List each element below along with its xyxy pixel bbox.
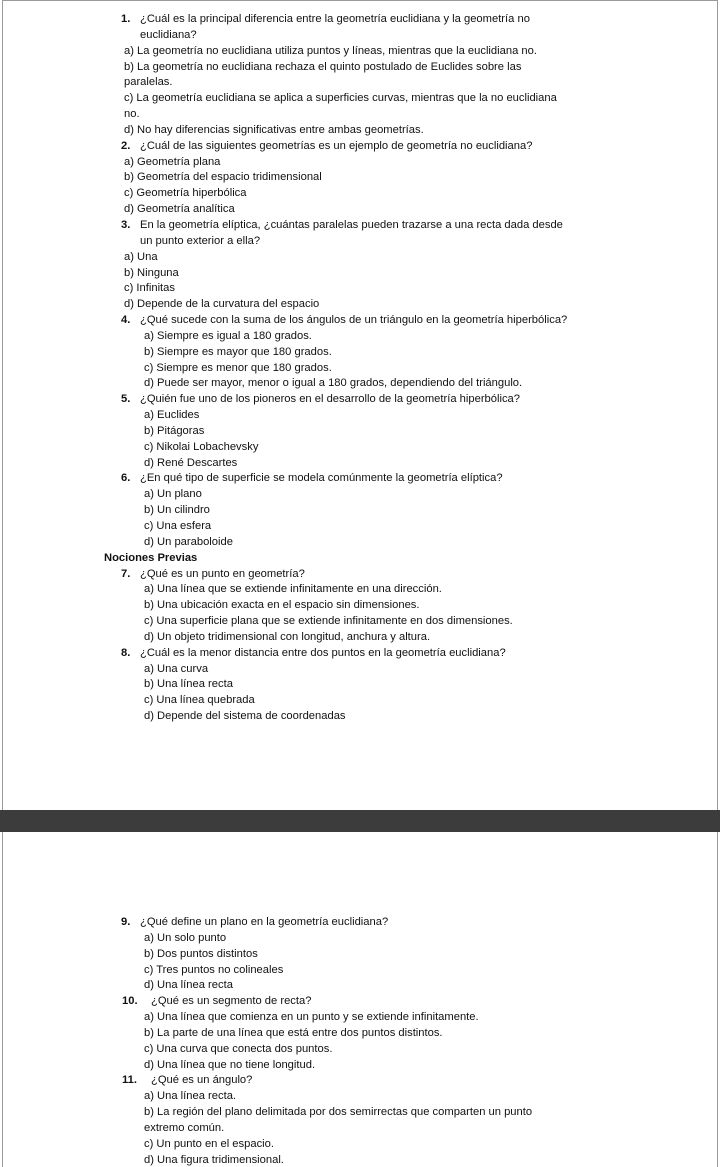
question-number: 5. <box>121 393 131 406</box>
question-number: 2. <box>121 139 131 152</box>
answer-option: a) Siempre es igual a 180 grados. <box>144 329 312 342</box>
answer-option: d) No hay diferencias significativas entre ambas geometrías. <box>124 123 424 136</box>
answer-option: c) La geometría euclidiana se aplica a superficies curvas, mientras que la no euclidiana <box>124 92 557 105</box>
answer-option: b) Ninguna <box>124 266 179 279</box>
question-number: 9. <box>121 916 131 928</box>
answer-option: c) Una superficie plana que se extiende infinitamente en dos dimensiones. <box>144 615 513 628</box>
answer-option: a) Euclides <box>144 409 200 422</box>
section-heading: Nociones Previas <box>104 551 198 564</box>
question-text: ¿Cuál es la principal diferencia entre la geometría euclidiana y la geometría no <box>140 13 530 25</box>
question-line <box>3 218 717 234</box>
answer-option: a) La geometría no euclidiana utiliza puntos y líneas, mientras que la euclidiana no. <box>124 44 537 57</box>
question-text: ¿Cuál es la menor distancia entre dos puntos en la geometría euclidiana? <box>140 646 506 659</box>
answer-option: c) Geometría hiperbólica <box>124 187 247 200</box>
answer-option: a) Una línea recta. <box>144 1090 237 1103</box>
question-number: 4. <box>121 314 131 327</box>
answer-option: no. <box>124 108 140 121</box>
answer-option: a) Una línea que comienza en un punto y se extiende infinitamente. <box>144 1011 479 1024</box>
question-number: 6. <box>121 472 131 485</box>
answer-option: d) Depende de la curvatura del espacio <box>124 298 320 311</box>
question-line <box>3 471 717 487</box>
question-line <box>3 12 717 28</box>
answer-option: b) Un cilindro <box>144 504 210 517</box>
question-line <box>3 567 717 583</box>
question-list-page-2 <box>3 915 717 1167</box>
question-text: ¿Qué es un ángulo? <box>151 1074 253 1087</box>
question-number: 8. <box>121 646 131 659</box>
question-text-continued: euclidiana? <box>140 28 197 41</box>
answer-option: a) Geometría plana <box>124 155 221 168</box>
question-number: 11. <box>122 1074 137 1087</box>
question-number: 10. <box>122 995 138 1008</box>
answer-option: b) Una línea recta <box>144 678 233 691</box>
question-text: ¿Qué es un segmento de recta? <box>151 995 312 1008</box>
answer-option: d) Una línea recta <box>144 979 233 992</box>
question-text: ¿Quién fue uno de los pioneros en el desarrollo de la geometría hiperbólica? <box>140 393 520 406</box>
question-line <box>3 1073 717 1089</box>
question-text: ¿En qué tipo de superficie se modela comúnmente la geometría elíptica? <box>140 472 503 485</box>
question-line <box>3 392 717 408</box>
question-text: ¿Qué sucede con la suma de los ángulos de un triángulo en la geometría hiperbólica? <box>140 314 568 327</box>
document-page-1 <box>2 0 718 810</box>
answer-option: b) Dos puntos distintos <box>144 947 258 960</box>
answer-option: c) Siempre es menor que 180 grados. <box>144 361 332 374</box>
question-text: ¿Cuál de las siguientes geometrías es un ejemplo de geometría no euclidiana? <box>140 139 533 152</box>
answer-option: c) Una línea quebrada <box>144 694 255 707</box>
answer-option: b) Pitágoras <box>144 424 205 437</box>
question-line <box>3 313 717 329</box>
question-text: ¿Qué define un plano en la geometría euclidiana? <box>140 916 389 928</box>
answer-option: b) Siempre es mayor que 180 grados. <box>144 345 332 358</box>
answer-option: d) Un paraboloide <box>144 535 233 548</box>
question-line <box>3 994 717 1010</box>
answer-option: c) Una esfera <box>144 520 212 532</box>
answer-option: d) Una línea que no tiene longitud. <box>144 1058 316 1071</box>
answer-option: d) Una figura tridimensional. <box>144 1153 284 1166</box>
question-text: En la geometría elíptica, ¿cuántas paralelas pueden trazarse a una recta dada desde <box>140 218 563 231</box>
answer-option: d) Depende del sistema de coordenadas <box>144 710 346 723</box>
question-list-page-1 <box>3 12 717 725</box>
answer-option: a) Una línea que se extiende infinitamente en una dirección. <box>144 583 442 596</box>
answer-option: b) Una ubicación exacta en el espacio sin dimensiones. <box>144 599 420 612</box>
answer-option: a) Una curva <box>144 662 209 675</box>
question-line <box>3 915 717 931</box>
question-number: 7. <box>121 567 131 580</box>
answer-option: b) La parte de una línea que está entre dos puntos distintos. <box>144 1026 443 1039</box>
question-text: ¿Qué es un punto en geometría? <box>140 567 305 580</box>
answer-option: c) Infinitas <box>124 282 175 295</box>
answer-option: d) Geometría analítica <box>124 203 235 216</box>
answer-option: a) Una <box>124 250 158 263</box>
question-text-continued: un punto exterior a ella? <box>140 234 261 247</box>
answer-option: c) Nikolai Lobachevsky <box>144 440 259 453</box>
answer-option: extremo común. <box>144 1121 225 1134</box>
answer-option: paralelas. <box>124 76 173 89</box>
question-number: 1. <box>121 13 131 25</box>
answer-option: c) Tres puntos no colineales <box>144 963 284 976</box>
answer-option: c) Un punto en el espacio. <box>144 1137 274 1150</box>
question-line <box>3 646 717 662</box>
question-number: 3. <box>121 218 131 231</box>
question-line <box>3 139 717 155</box>
page-separator <box>0 810 720 832</box>
answer-option: d) Un objeto tridimensional con longitud, anchura y altura. <box>144 630 431 643</box>
answer-option: b) La región del plano delimitada por dos semirrectas que comparten un punto <box>144 1106 533 1119</box>
answer-option: a) Un solo punto <box>144 931 227 944</box>
document-page-2 <box>2 832 718 1167</box>
answer-option: d) Puede ser mayor, menor o igual a 180 grados, dependiendo del triángulo. <box>144 377 523 390</box>
answer-option: a) Un plano <box>144 488 202 501</box>
answer-option: b) La geometría no euclidiana rechaza el quinto postulado de Euclides sobre las <box>124 60 522 73</box>
answer-option: b) Geometría del espacio tridimensional <box>124 171 322 184</box>
answer-option: c) Una curva que conecta dos puntos. <box>144 1042 333 1055</box>
answer-option: d) René Descartes <box>144 456 238 469</box>
